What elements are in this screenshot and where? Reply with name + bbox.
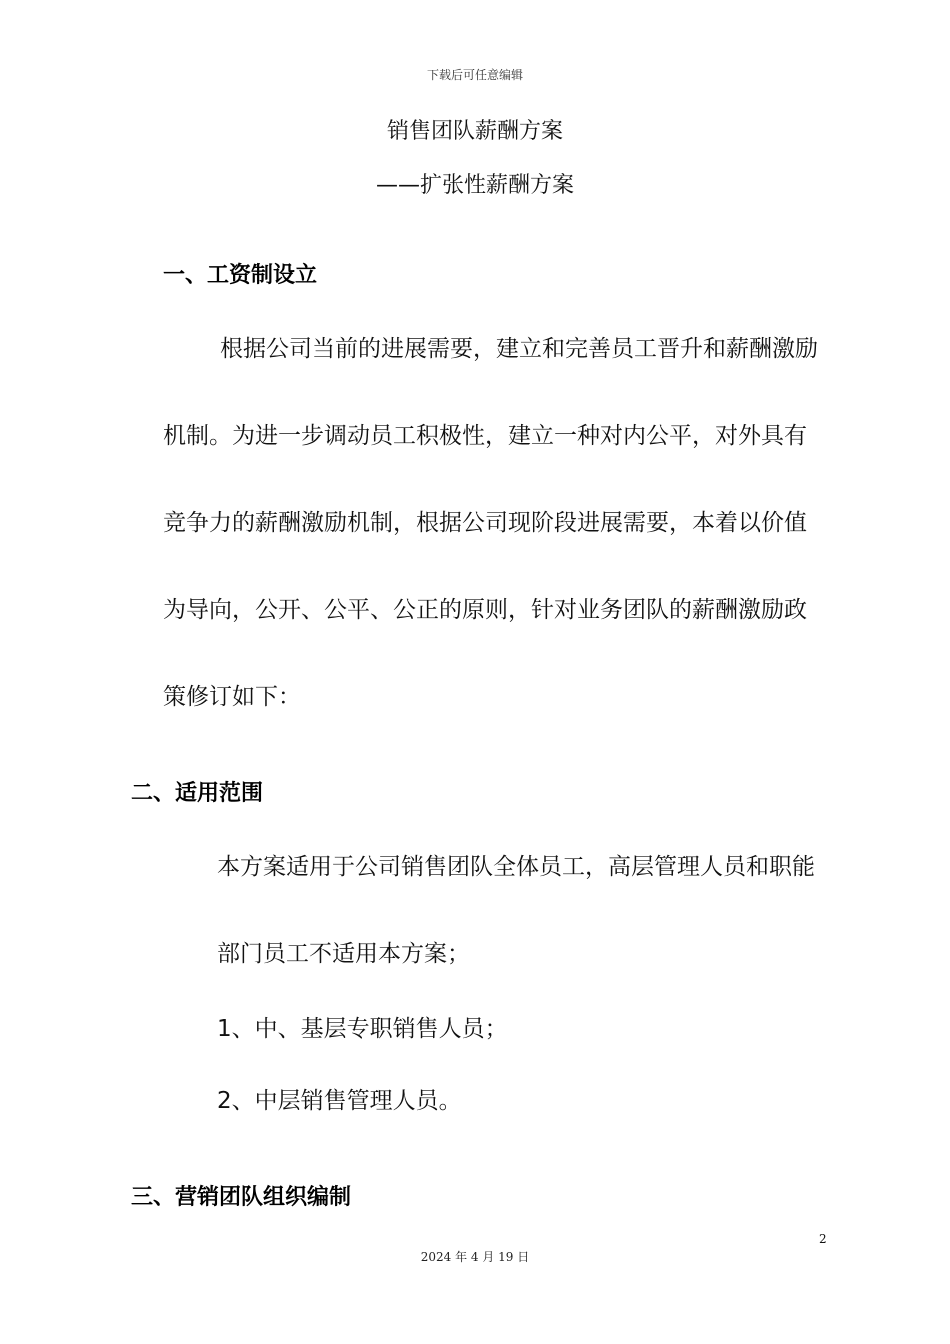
paragraph-line: 本方案适用于公司销售团队全体员工，高层管理人员和职能: [217, 854, 815, 880]
page-header-note: 下载后可任意编辑: [426, 68, 523, 82]
paragraph-line: 竞争力的薪酬激励机制，根据公司现阶段进展需要，本着以价值: [163, 510, 807, 536]
page-number: 2: [819, 1232, 827, 1246]
paragraph-line: 根据公司当前的进展需要，建立和完善员工晋升和薪酬激励: [220, 336, 818, 362]
section-heading-3: 三、营销团队组织编制: [131, 1185, 352, 1210]
paragraph-line: 部门员工不适用本方案；: [217, 941, 470, 967]
list-item: 1、中、基层专职销售人员；: [217, 1016, 508, 1042]
document-subtitle: ——扩张性薪酬方案: [375, 173, 574, 198]
footer-date: 2024 年 4 月 19 日: [420, 1250, 530, 1264]
list-item: 2、中层销售管理人员。: [217, 1088, 462, 1114]
document-title: 销售团队薪酬方案: [386, 119, 563, 144]
paragraph-line: 机制。为进一步调动员工积极性，建立一种对内公平，对外具有: [163, 423, 807, 449]
section-heading-2: 二、适用范围: [131, 781, 264, 806]
paragraph-line: 为导向，公开、公平、公正的原则，针对业务团队的薪酬激励政: [163, 597, 807, 623]
paragraph-line: 策修订如下：: [163, 684, 301, 710]
section-heading-1: 一、工资制设立: [163, 263, 318, 288]
